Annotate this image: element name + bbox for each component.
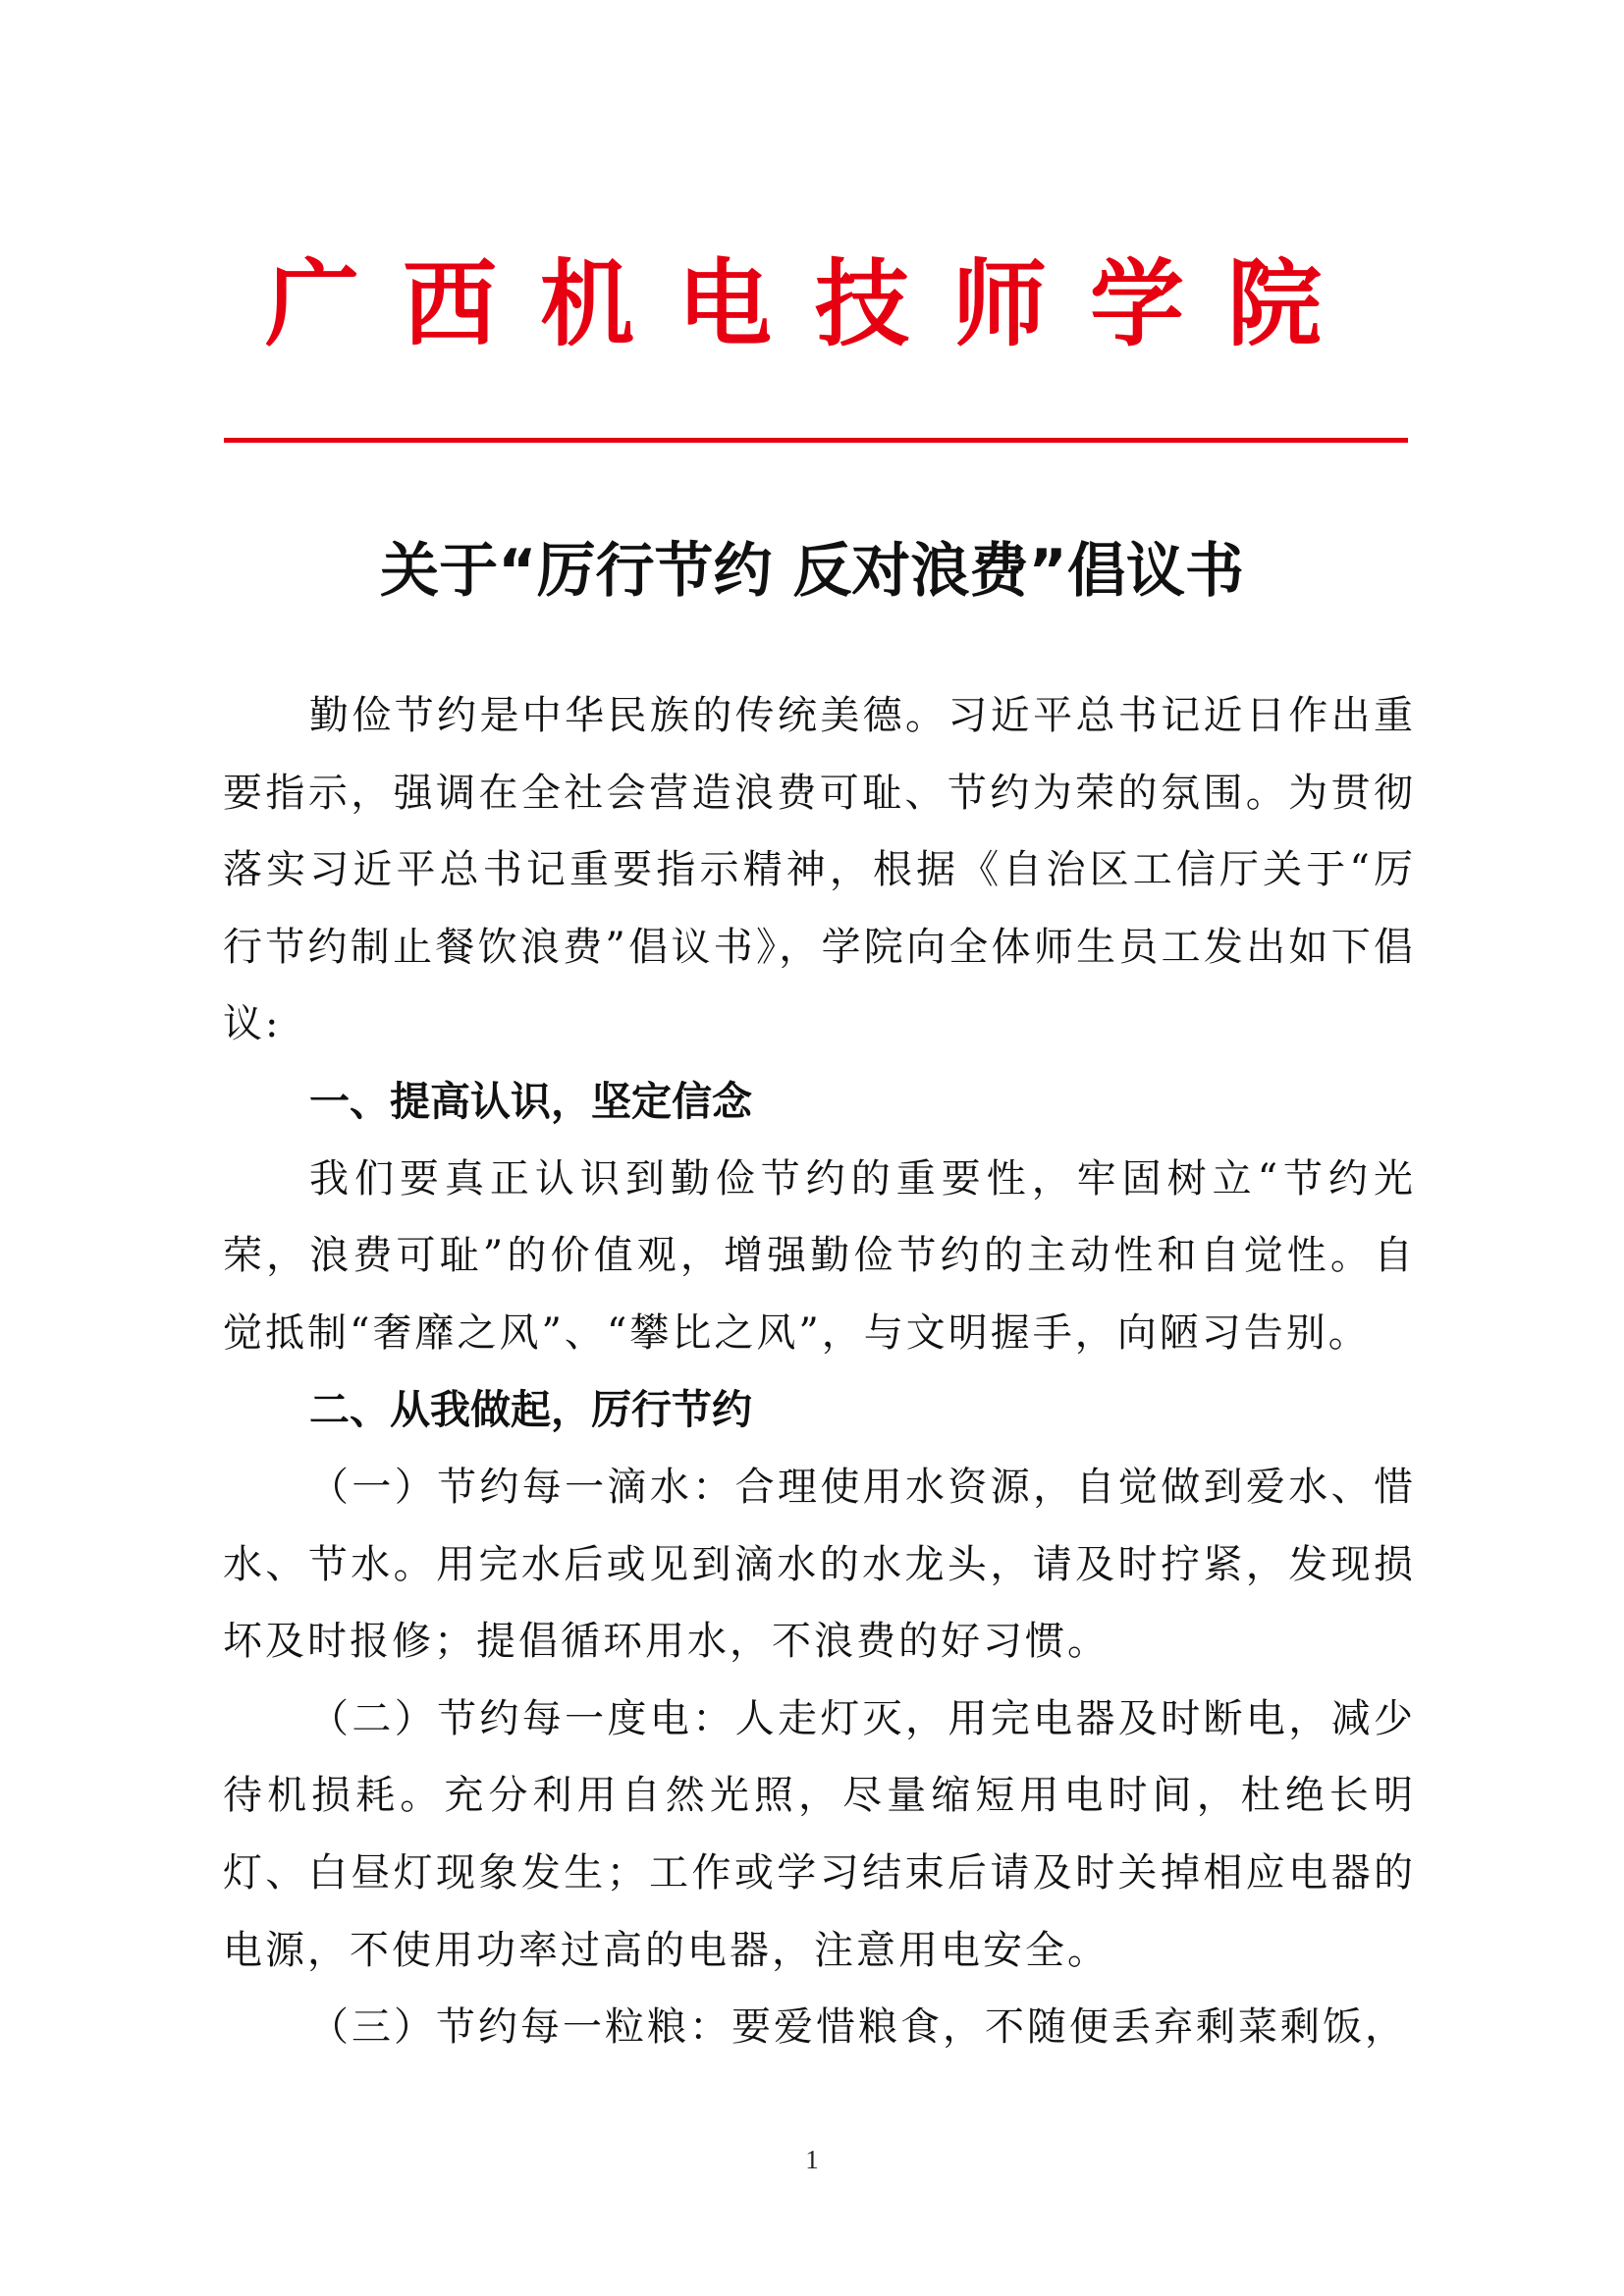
item-electricity-paragraph: （二）节约每一度电：人走灯灭，用完电器及时断电，减少待机损耗。充分利用自然光照，尽量缩短用电时间，杜绝长明灯、白昼灯现象发生；工作或学习结束后请及时关掉相应电器的电源，不使用功率过高的电器，注意用电安全。 [223,1695,1416,1973]
section-heading-2: 二、从我做起，厉行节约 [309,1386,752,1434]
item-grain-paragraph: （三）节约每一粒粮：要爱惜粮食，不随便丢弃剩菜剩饭， [309,2004,1407,2051]
institution-header: 广西机电技师学院 [265,248,1365,359]
red-divider-line [224,438,1408,443]
document-title: 关于“厉行节约 反对浪费”倡议书 [380,537,1244,606]
section-heading-1: 一、提高认识，坚定信念 [309,1077,752,1125]
page-number: 1 [805,2145,819,2174]
section-1-paragraph: 我们要真正认识到勤俭节约的重要性，牢固树立“节约光荣，浪费可耻”的价值观，增强勤俭节约的主动性和自觉性。自觉抵制“奢靡之风”、“攀比之风”，与文明握手，向陋习告别。 [223,1155,1416,1356]
intro-paragraph: 勤俭节约是中华民族的传统美德。习近平总书记近日作出重要指示，强调在全社会营造浪费可耻、节约为荣的氛围。为贯彻落实习近平总书记重要指示精神，根据《自治区工信厅关于“厉行节约制止餐饮浪费”倡议书》，学院向全体师生员工发出如下倡议: [223,693,1416,1047]
document-body [223,677,1416,2066]
item-water-paragraph: （一）节约每一滴水：合理使用水资源，自觉做到爱水、惜水、节水。用完水后或见到滴水的水龙头，请及时拧紧，发现损坏及时报修；提倡循环用水，不浪费的好习惯。 [223,1464,1416,1665]
